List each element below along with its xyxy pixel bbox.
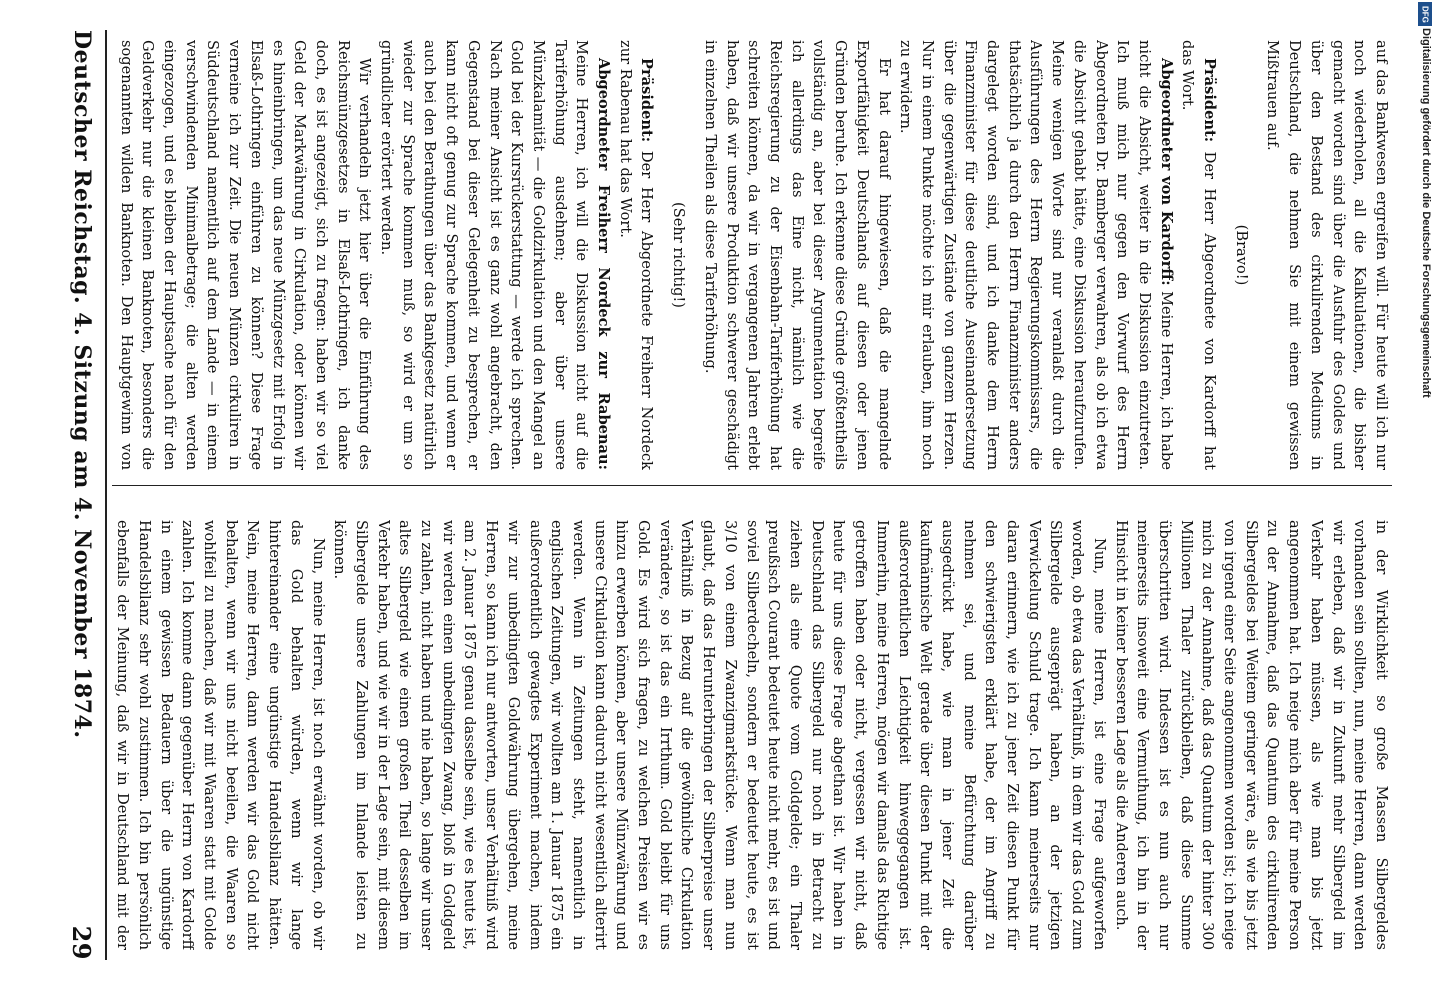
speech-text: Meine Herren, ich will die Diskussion nicht auf die Tariferhöhung ausdehnen; aber über unsere Münzkalamität — die Goldzirkulation und den Mangel an Gold bei der Kursrückerstattung — werde ich sprechen. Nach meiner Ansicht ist es ganz wohl angebracht, den Gegenstand bei dieser Gelegenheit zu besprechen, er kann nicht oft genug zur Sprache kommen, und wenn er auch bei den Berathungen über das Bankgesetz natürlich wieder zur Sprache kommen muß, so wird er um so gründlicher erörtert werden. (378, 40, 591, 470)
paragraph: auf das Bankwesen ergreifen will. Für heute will ich nur noch wiederholen, all die Kalkulationen, die bisher gemacht worden sind über die Ausfuhr des Goldes und über den Bestand des cirkulirenden Mediums in Deutschland, die nehmen Sie mit einem gewissen Mißtrauen auf. (1264, 40, 1390, 470)
column-divider (112, 485, 1392, 486)
paragraph: Nun, meine Herren, ist eine Frage aufgeworfen worden, ob etwa das Verhältniß, in dem wir das Gold zum Silbergelde ausgeprägt haben, an der jetzigen Verwickelung Schuld trage. Ich kann meinerseits nur daran erinnern, wie ich zu jener Zeit diesen Punkt für den schwierigsten erklärt habe, der im Angriff zu nehmen sei, und meine Befürchtung darüber ausgedrückt habe, wie man in jener Zeit die kaufmännische Welt gerade über diesen Punkt mit der außerordentlichen Leichtigkeit hinweggegangen ist. Immerhin, meine Herren, mögen wir damals das Richtige getroffen haben oder nicht, vergessen wir nicht, daß heute für uns diese Frage abgethan ist. Wir haben in Deutschland das Silbergeld nur noch in Betracht zu ziehen als eine Quote vom Goldgelde; ein Thaler preußisch Courant bedeutet heute nicht mehr, es ist und soviel Silberdecheln, sondern er bedeutet heute, es ist 3/10 von einem Zwanzigmarkstücke. Wenn man nun glaubt, daß das Herunterbringen der Silberpreise unser Verhältniß in Bezug auf die gewöhnliche Cirkulation verändere, so ist das ein Irrthum. Gold bleibt für uns Gold. Es wird sich fragen, zu welchen Preisen wir es hinzu erwerben können, aber unsere Münzwährung und unsere Cirkulation kann dadurch nicht wesentlich alterirt werden. Wenn in Zeitungen steht, namentlich in englischen Zeitungen, wir wollten am 1. Januar 1875 ein außerordentlich gewagtes Experiment machen, indem wir zur unbedingten Goldwährung übergehen, meine Herren, so kann ich nur antworten, unser Verhältniß wird am 2. Januar 1875 genau dasselbe sein, wie es heute ist, wir werden einen unbedingten Zwang, bloß in Goldgeld zu zahlen, nicht haben und nie haben, so lange wir unser altes Silbergeld wie einen großen Theil desselben im Verkehr haben, und wie wir in der Lage sein, mit diesem Silbergelde unsere Zahlungen im Inlande leisten zu können. (331, 520, 1108, 950)
interjection: (Sehr richtig!) (670, 202, 688, 308)
speech-paragraph (614, 40, 657, 470)
speaker-name: Abgeordneter Freiherr Nordeck zur Rabenau: (595, 58, 613, 470)
speaker-name: Präsident: (638, 58, 656, 143)
page-number: 29 (67, 925, 97, 960)
paragraph: Nun, meine Herren, ist noch erwähnt worden, ob wir das Gold behalten würden, wenn wir lange hintereinander eine ungünstige Handelsbilanz hätten. Nein, meine Herren, dann werden wir das Gold nicht behalten, wenn wir uns nicht beeilen, die Waaren so wohlfeil zu machen, daß wir mit Waaren statt mit Golde zahlen. Ich komme dann gegenüber Herrn von Kardorff in einem gewissen Bedauern über die ungünstige Handelsbilanz sehr wohl zustimmen. Ich bin persönlich ebenfalls der Meinung, daß wir in Deutschland mit der (114, 520, 327, 950)
speech-text: Der Herr Abgeordnete Freiherr Nordeck zur Rabenau hat das Wort. (616, 40, 656, 470)
speech-paragraph (1177, 40, 1220, 470)
digitization-watermark: Digitalisierung gefördert durch die Deutsche Forschungsgemeinschaft (1420, 28, 1432, 398)
header-title: Deutscher Reichstag. 4. Sitzung am 4. November 1874. (69, 30, 95, 739)
speech-paragraph (895, 40, 1177, 470)
paragraph: in der Wirklichkeit so große Massen Silbergeldes vorhanden sein sollten, nun, meine Herren, dann werden wir erleben, daß wir in Zukunft mehr Silbergeld im Verkehr haben müssen, als wie man bis jetzt angenommen hat. Ich neige mich aber für meine Person zu der Annahme, daß das Quantum des cirkulirenden Silbergeldes bei Weitem geringer wäre, als wie bis jetzt von irgend einer Seite angenommen worden ist; ich neige mich zu der Annahme, daß das Quantum der hinter 300 Millionen Thaler zurückbleiben, daß diese Summe überschritten wird. Indessen ist es nun auch nur meinerseits insoweit eine Vermuthung, ich bin in der Hinsicht in keiner besseren Lage als die Anderen auch. (1112, 520, 1390, 950)
interjection: (Bravo!) (1232, 224, 1250, 286)
page-header (62, 30, 102, 960)
speech-text: Der Herr Abgeordnete von Kardorff hat das Wort. (1179, 40, 1219, 470)
speech-text: Meine Herren, ich habe nicht die Absicht, weiter in die Diskussion einzutreten. Ich muß mich nur gegen den Vorwurf des Herrn Abgeordneten Dr. Bamberger verwahren, als ob ich etwa die Absicht gehabt hätte, eine Diskussion heraufzurufen. Meine wenigen Worte sind nur veranlaßt durch die Ausführungen des Herrn Regierungskommissars, die thatsächlich ja durch den Herrn Finanzminister anders dargelegt worden sind, und ich danke dem Herrn Finanzminister für diese deutliche Auseinandersetzung über die gegenwärtigen Zustände von ganzem Herzen. Nur in einem Punkte möchte ich mir erlauben, ihm noch zu erwidern. (897, 40, 1175, 470)
speech-paragraph (375, 40, 614, 470)
paragraph: Wir verhandeln jetzt hier über die Einführung des Reichsmünzgesetzes in Elsaß-Lothringen, ich danke doch, es ist angezeigt, sich zu fragen: haben wir so viel Geld der Markwährung in Cirkulation, oder können wir es hineinbringen, um das neue Münzgesetz mit Erfolg in Elsaß-Lothringen einführen zu können? Diese Frage verneine ich zur Zeit. Die neuen Münzen cirkuliren in Süddeutschland namentlich auf dem Lande — in einem verschwindenden Minimalbetrage; die alten werden eingezogen, und es bleiben der Hauptsache nach für den Geldverkehr nur die kleinen Banknoten, besonders die sogenannten wilden Banknoten. Den Hauptgewinn von (117, 40, 374, 470)
paragraph: Er hat darauf hingewiesen, daß die mangelnde Exportfähigkeit Deutschlands auf diesen oder jenen Gründen beruhe. Ich erkenne diese Gründe größtentheils vollständig an, aber bei dieser Argumentation begreife ich allerdings das Eine nicht, nämlich wie die Reichsregierung zu der Eisenbahn-Tariferhöhung hat schreiten können, da wir in vergangenen Jahren erlebt haben, daß wir unsere Produktion schwerer geschädigt in einzelnen Theilen als diese Tariferhöhung. (701, 40, 893, 470)
speaker-name: Abgeordneter von Kardorff: (1157, 58, 1175, 286)
header-rule (105, 30, 107, 960)
speaker-name: Präsident: (1201, 58, 1219, 143)
right-column (112, 40, 1392, 470)
left-column (112, 520, 1392, 950)
dfg-logo: DFG (1418, 2, 1432, 26)
